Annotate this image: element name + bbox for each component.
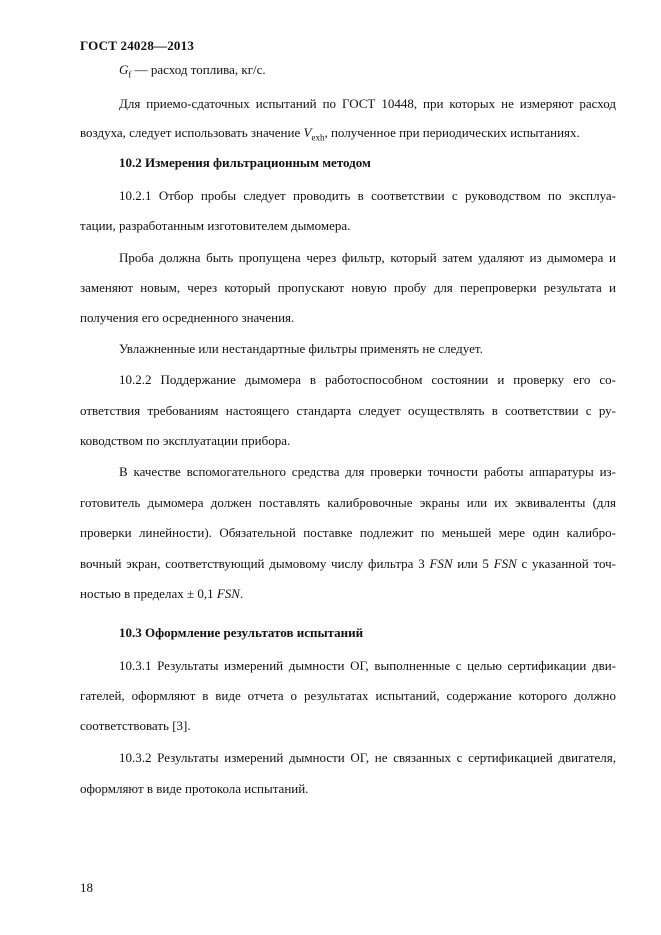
p-calib-line-4 xyxy=(80,556,616,572)
gf-symbol: G xyxy=(119,62,129,77)
acceptance-line-1: Для приемо-сдаточных испытаний по ГОСТ 10448, при которых не измеряют расход xyxy=(119,96,616,111)
acceptance-line-2 xyxy=(80,125,616,141)
p-calib-line-4-c: с указанной точ- xyxy=(516,556,616,571)
p-calib-line-5-a: ностью в пределах ± 0,1 xyxy=(80,586,217,601)
p-10-3-1-line-1: 10.3.1 Результаты измерений дымности ОГ, выполненные с целью сертификации дви- xyxy=(119,658,616,673)
p-10-3-1-line-3: соответствовать [3]. xyxy=(80,718,191,733)
p-calib-line-5-b: . xyxy=(239,586,244,601)
p-10-3-1-line-2: гателей, оформляют в виде отчета о результатах испытаний, содержание которого должно xyxy=(80,688,616,703)
fsn-unit: FSN xyxy=(216,586,240,601)
p-calib-line-4-b: или 5 xyxy=(452,556,494,571)
p-filters-note: Увлажненные или нестандартные фильтры применять не следует. xyxy=(119,341,483,356)
p-filter-line-2: заменяют новым, через который пропускают новую пробу для перепроверки результата и xyxy=(80,280,616,295)
p-10-3-2-line-2: оформляют в виде протокола испытаний. xyxy=(80,781,309,796)
acceptance-line-2-a: воздуха, следует использовать значение xyxy=(80,125,304,140)
document-header: ГОСТ 24028—2013 xyxy=(80,38,195,53)
vexh-symbol: V xyxy=(303,125,312,140)
p-10-2-1-line-1: 10.2.1 Отбор пробы следует проводить в соответствии с руководством по эксплуа- xyxy=(119,188,616,203)
section-10-3-title: 10.3 Оформление результатов испытаний xyxy=(119,625,364,640)
p-filter-line-1: Проба должна быть пропущена через фильтр, который затем удаляют из дымомера и xyxy=(119,250,616,265)
vexh-subscript: exh xyxy=(311,132,325,143)
fsn-unit: FSN xyxy=(493,556,517,571)
page-number: 18 xyxy=(80,880,93,895)
p-calib-line-3: проверки линейности). Обязательной поставке подлежит по меньшей мере один калибро- xyxy=(80,525,616,540)
p-calib-line-2: готовитель дымомера должен поставлять калибровочные экраны или их эквиваленты (для xyxy=(80,495,616,510)
p-calib-line-4-a: вочный экран, соответствующий дымовому числу фильтра 3 xyxy=(80,556,430,571)
section-10-2-title: 10.2 Измерения фильтрационным методом xyxy=(119,155,371,170)
p-calib-line-5 xyxy=(80,586,616,602)
gf-text: — расход топлива, кг/с. xyxy=(131,62,266,77)
p-10-3-2-line-1: 10.3.2 Результаты измерений дымности ОГ, не связанных с сертификацией двигателя, xyxy=(119,750,616,765)
p-10-2-2-line-3: ководством по эксплуатации прибора. xyxy=(80,433,291,448)
p-10-2-2-line-2: ответствия требованиям настоящего стандарта следует осуществлять в соответствии с ру- xyxy=(80,403,616,418)
gf-definition xyxy=(119,62,616,78)
p-calib-line-1: В качестве вспомогательного средства для проверки точности работы аппаратуры из- xyxy=(119,464,616,479)
acceptance-line-2-b: , полученное при периодических испытаниях. xyxy=(324,125,580,140)
fsn-unit: FSN xyxy=(429,556,453,571)
p-10-2-2-line-1: 10.2.2 Поддержание дымомера в работоспособном состоянии и проверку его со- xyxy=(119,372,616,387)
gf-subscript: f xyxy=(128,69,132,80)
p-filter-line-3: получения его осредненного значения. xyxy=(80,310,295,325)
p-10-2-1-line-2: тации, разработанным изготовителем дымомера. xyxy=(80,218,351,233)
